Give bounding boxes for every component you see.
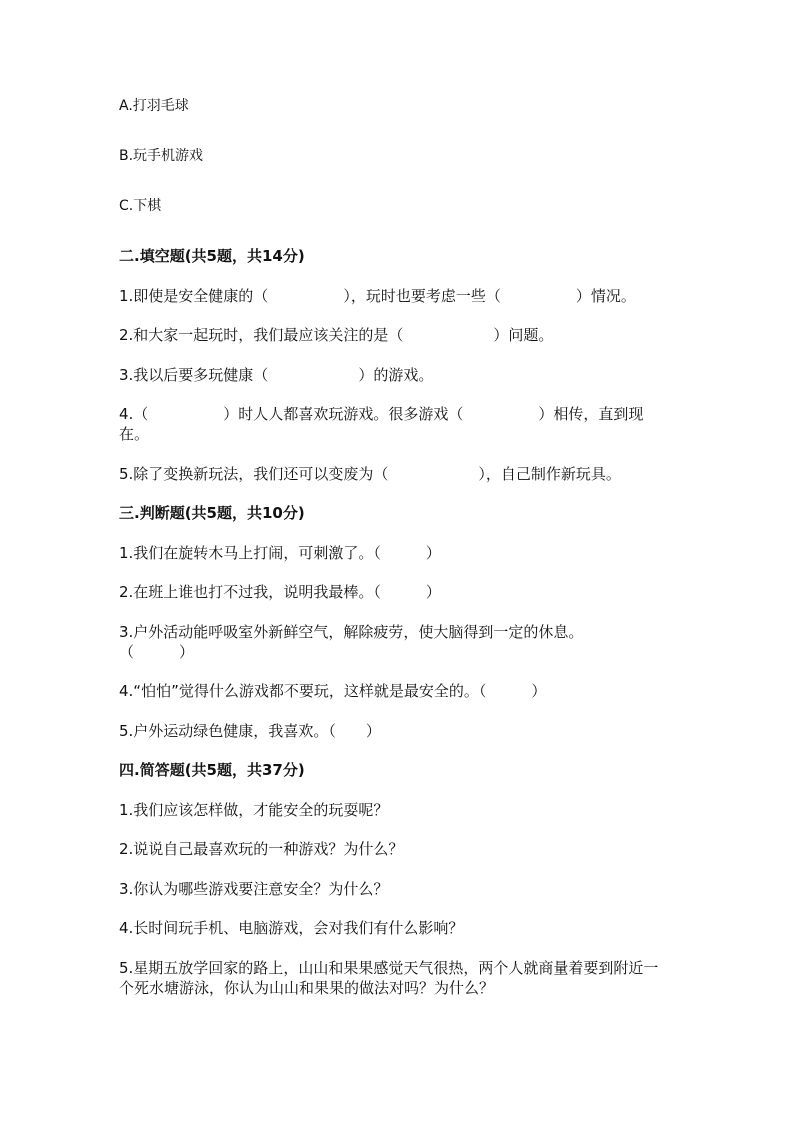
true-false-question: 3.户外活动能呼吸室外新鲜空气，解除疲劳，使大脑得到一定的休息。（ ）: [119, 623, 584, 661]
section-heading-fill-blank: 二.填空题(共5题，共14分): [119, 247, 305, 265]
true-false-question: 5.户外运动绿色健康，我喜欢。（ ）: [119, 722, 381, 740]
option-b: B.玩手机游戏: [119, 148, 204, 164]
fill-blank-question: 4.（ ）时人人都喜欢玩游戏。很多游戏（ ）相传，直到现在。: [119, 405, 644, 443]
fill-blank-question: 1.即使是安全健康的（ ），玩时也要考虑一些（ ）情况。: [119, 287, 636, 305]
short-answer-question: 5.星期五放学回家的路上，山山和果果感觉天气很热，两个人就商量着要到附近一个死水塘游泳，你认为山山和果果的做法对吗？为什么？: [119, 959, 659, 997]
option-a: A.打羽毛球: [119, 98, 189, 114]
true-false-question: 2.在班上谁也打不过我，说明我最棒。（ ）: [119, 583, 441, 601]
option-c: C.下棋: [119, 198, 162, 214]
short-answer-question: 4.长时间玩手机、电脑游戏，会对我们有什么影响？: [119, 919, 464, 937]
true-false-question: 4.“怕怕”觉得什么游戏都不要玩，这样就是最安全的。（ ）: [119, 682, 547, 700]
fill-blank-question: 5.除了变换新玩法，我们还可以变废为（ ），自己制作新玩具。: [119, 465, 621, 483]
short-answer-question: 1.我们应该怎样做，才能安全的玩耍呢？: [119, 801, 389, 819]
short-answer-question: 2.说说自己最喜欢玩的一种游戏？为什么？: [119, 840, 404, 858]
short-answer-question: 3.你认为哪些游戏要注意安全？为什么？: [119, 880, 389, 898]
section-heading-true-false: 三.判断题(共5题，共10分): [119, 504, 305, 522]
section-heading-short-answer: 四.简答题(共5题，共37分): [119, 761, 305, 779]
fill-blank-question: 2.和大家一起玩时，我们最应该关注的是（ ）问题。: [119, 326, 554, 344]
true-false-question: 1.我们在旋转木马上打闹，可刺激了。（ ）: [119, 544, 441, 562]
fill-blank-question: 3.我以后要多玩健康（ ）的游戏。: [119, 366, 434, 384]
